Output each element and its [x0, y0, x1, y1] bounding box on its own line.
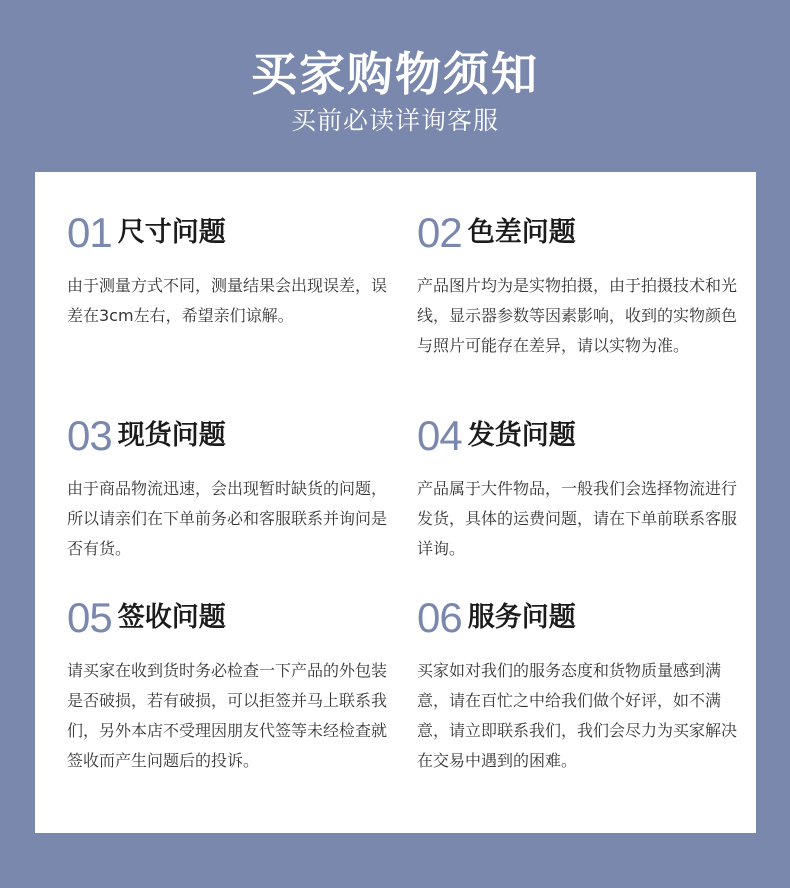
notice-item-title: 现货问题 [117, 420, 226, 451]
notice-item-title: 签收问题 [117, 602, 226, 633]
notice-item-color-difference [417, 205, 737, 361]
notice-item-text: 买家如对我们的服务态度和货物质量感到满意，请在百忙之中给我们做个好评，如不满意，请立即联系我们，我们会尽力为买家解决在交易中遇到的困难。 [417, 661, 738, 770]
notice-item-heading [417, 590, 737, 646]
notice-item-number: 02 [417, 209, 462, 256]
notice-item-number: 04 [417, 412, 462, 459]
notice-item-title: 服务问题 [467, 602, 576, 633]
notice-item-number: 05 [67, 594, 112, 641]
notice-item-title: 尺寸问题 [117, 217, 226, 248]
page-subtitle: 买前必读详询客服 [290, 106, 499, 135]
notice-item-shipping [417, 408, 737, 564]
notice-panel [35, 172, 756, 833]
notice-item-heading [67, 408, 387, 464]
notice-item-text: 由于测量方式不同，测量结果会出现误差，误差在3cm左右，希望亲们谅解。 [67, 276, 388, 325]
notice-item-heading [417, 205, 737, 261]
notice-item-title: 色差问题 [467, 217, 576, 248]
notice-item-heading [67, 205, 387, 261]
notice-item-text: 由于商品物流迅速，会出现暂时缺货的问题，所以请亲们在下单前务必和客服联系并询问是否有货。 [67, 479, 388, 558]
notice-item-text: 产品属于大件物品，一般我们会选择物流进行发货，具体的运费问题，请在下单前联系客服详询。 [417, 479, 738, 558]
notice-item-heading [67, 590, 387, 646]
notice-item-number: 03 [67, 412, 112, 459]
notice-item-heading [417, 408, 737, 464]
notice-item-text: 产品图片均为是实物拍摄，由于拍摄技术和光线，显示器参数等因素影响，收到的实物颜色与照片可能存在差异，请以实物为准。 [417, 276, 738, 355]
notice-item-number: 01 [67, 209, 112, 256]
notice-item-stock [67, 408, 387, 564]
notice-item-number: 06 [417, 594, 462, 641]
page-title: 买家购物须知 [251, 47, 539, 101]
notice-item-receipt [67, 590, 387, 776]
notice-item-title: 发货问题 [467, 420, 576, 451]
page-header [0, 0, 790, 172]
notice-item-service [417, 590, 737, 776]
notice-item-size [67, 205, 387, 331]
notice-item-text: 请买家在收到货时务必检查一下产品的外包装是否破损，若有破损，可以拒签并马上联系我们，另外本店不受理因朋友代签等未经检查就签收而产生问题后的投诉。 [67, 661, 388, 770]
